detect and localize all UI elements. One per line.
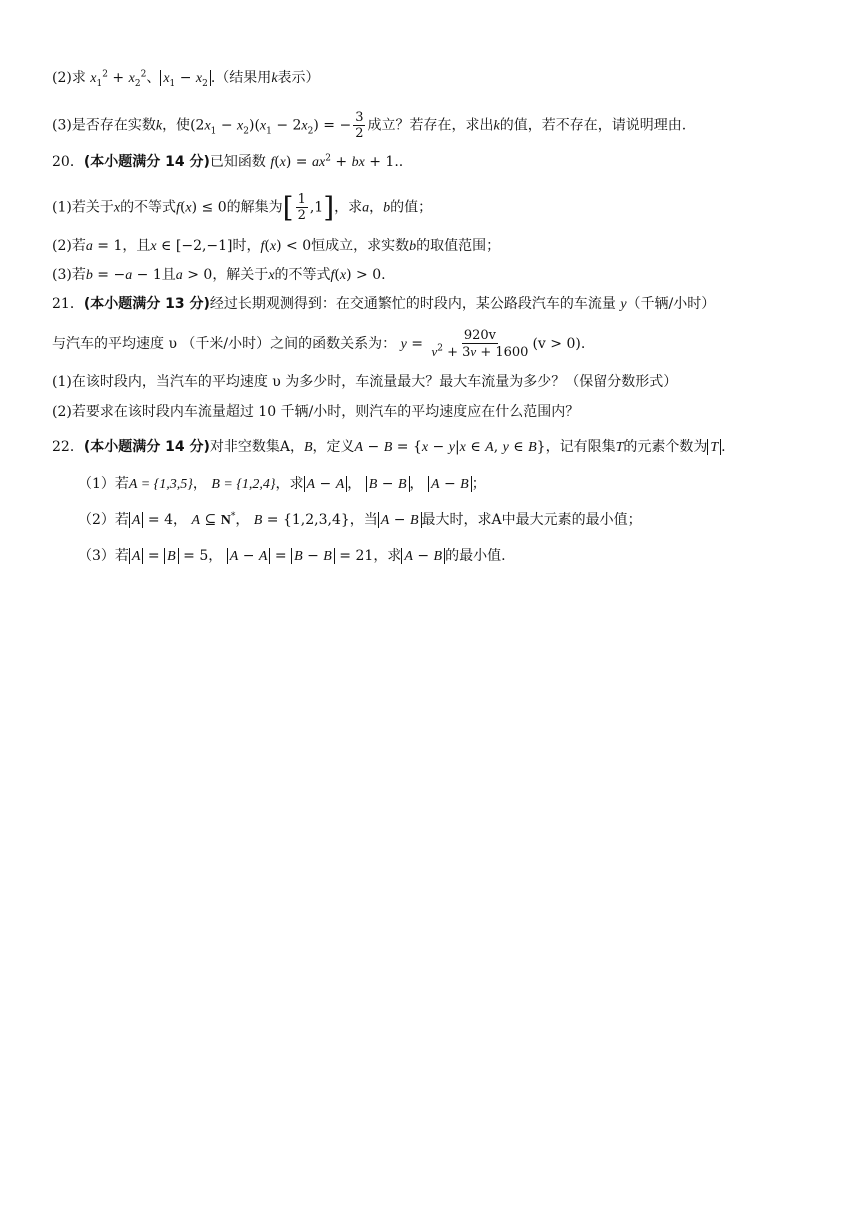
set: B = {1,2,4}: [211, 477, 276, 492]
var: A: [491, 512, 502, 528]
text: ，且: [122, 238, 151, 254]
text: ，定义: [312, 439, 355, 455]
text: ，: [289, 439, 304, 455]
q20-part1: (1)若关于x的不等式f(x) ≤ 0的解集为[ $\frac{1}{2}$ ,1]，求a，b的值；: [52, 190, 433, 224]
q19-part3: (3)是否存在实数k，使$(2x_1 - x_2)(x_1 - 2x_2)$ = − $\frac{3}{2}$ 成立？若存在，求出k的值，若不存在，请说明理由.: [52, 110, 687, 141]
text: (3)若: [52, 267, 86, 283]
var: a: [362, 200, 370, 216]
var: k: [155, 118, 163, 134]
text: ，: [369, 199, 384, 216]
text: (2)求: [52, 70, 86, 86]
text: 时，: [232, 238, 261, 254]
var: A: [279, 439, 290, 455]
var: y: [620, 297, 627, 312]
text: 的值；: [390, 199, 433, 216]
question-number: 22．: [52, 439, 84, 455]
var: b: [409, 239, 417, 254]
text: （千辆/小时）: [626, 296, 716, 312]
text: 且: [161, 267, 176, 283]
text: ，记有限集: [545, 439, 616, 455]
q22-part3: （3）若 A = B = 5， A − A = B − B = 21，求 A − B 的最小值.: [78, 548, 506, 564]
text: 最大时，求: [421, 512, 492, 528]
condition: (v > 0): [532, 336, 581, 352]
text: 的最小值.: [445, 548, 506, 564]
text: (3)是否存在实数: [52, 117, 156, 134]
q22-part1: （1）若A = {1,3,5}， B = {1,2,4}，求 A − A ， B − B ， A − B ；: [78, 476, 486, 492]
var: k: [271, 71, 278, 86]
question-number: 20．: [52, 154, 84, 170]
text: （1）若: [78, 476, 129, 492]
q20-part2: (2)若a = 1，且x ∈ [−2,−1]时，f(x) < 0恒成立，求实数b的取值范围；: [52, 238, 501, 254]
text: 与汽车的平均速度 υ （千米/小时）之间的函数关系为：: [52, 336, 397, 352]
text: 经过长期观测得到：在交通繁忙的时段内，某公路段汽车的车流量: [209, 296, 616, 312]
text: 中最大元素的最小值；: [501, 512, 642, 528]
score: (本小题满分 14 分): [83, 154, 210, 170]
question-number: 21．: [52, 296, 84, 312]
var: k: [493, 118, 500, 134]
fraction: $\frac{1}{2}$: [297, 192, 306, 223]
text: ，求: [334, 199, 363, 216]
text: 、: [146, 70, 161, 86]
q19-part2: (2)求 $x_1^2 + x_2^2$、 $x_1 - x_2$ .（结果用k表示）: [52, 69, 320, 89]
text: 表示）: [277, 70, 320, 86]
var: b: [383, 200, 391, 216]
var: T: [615, 440, 624, 455]
score: (本小题满分 14 分): [83, 439, 210, 455]
text: (1)若关于: [52, 199, 114, 216]
text: ,1: [309, 199, 324, 216]
text: ..: [394, 154, 404, 170]
q22-part2: （2）若 A = 4， A ⊆ N*， B = {1,2,3,4}，当 A − B 最大时，求A中最大元素的最小值；: [78, 511, 642, 528]
q20-header: 20．(本小题满分 14 分)已知函数 $f(x) = ax^2$ + bx + 1..: [52, 153, 404, 170]
var: B: [303, 440, 313, 455]
q21-formula-line: 与汽车的平均速度 υ （千米/小时）之间的函数关系为： y = $\frac{920v}{v^2 + 3v + 1600}$ (v > 0).: [52, 328, 586, 360]
text: 的元素个数为: [623, 439, 708, 455]
q21-part1: (1)在该时段内，当汽车的平均速度 υ 为多少时，车流量最大？最大车流量为多少？（保留分数形式）: [52, 374, 678, 390]
text: 恒成立，求实数: [311, 238, 410, 254]
text: 的不等式: [274, 267, 331, 283]
text: 的解集为: [226, 199, 283, 216]
text: 的不等式: [120, 199, 177, 216]
text: ，当: [349, 512, 378, 528]
text: ，使: [162, 117, 191, 134]
q21-part2: (2)若要求在该时段内车流量超过 10 千辆/小时，则汽车的平均速度应在什么范围内？: [52, 404, 580, 420]
set: A = {1,3,5}: [128, 477, 193, 492]
var: x: [268, 268, 275, 283]
score: (本小题满分 13 分): [83, 296, 210, 312]
q22-header: 22．(本小题满分 14 分)对非空数集A，B，定义A − B = {x − y|x ∈ A, y ∈ B}，记有限集T的元素个数为 T .: [52, 439, 726, 455]
fraction: $\frac{920v}{v^2 + 3v + 1600}$: [431, 328, 529, 360]
text: （2）若: [78, 512, 129, 528]
var: x: [113, 200, 121, 216]
text: 的值，若不存在，请说明理由.: [499, 117, 687, 134]
text: 已知函数: [209, 154, 266, 170]
text: ，求: [275, 476, 304, 492]
text: （3）若: [78, 548, 129, 564]
text: .（结果用: [210, 70, 272, 86]
text: .: [381, 267, 386, 283]
text: 成立？若存在，求出: [367, 117, 494, 134]
q21-header: [52, 294, 715, 315]
text: ，解关于: [212, 267, 269, 283]
text: 的取值范围；: [416, 238, 501, 254]
fraction: $\frac{3}{2}$: [355, 110, 364, 141]
text: (2)若: [52, 238, 86, 254]
text: 对非空数集: [209, 439, 280, 455]
text: ，求: [373, 548, 402, 564]
q20-part3: (3)若b = −a − 1且a > 0，解关于x的不等式f(x) > 0.: [52, 267, 386, 283]
